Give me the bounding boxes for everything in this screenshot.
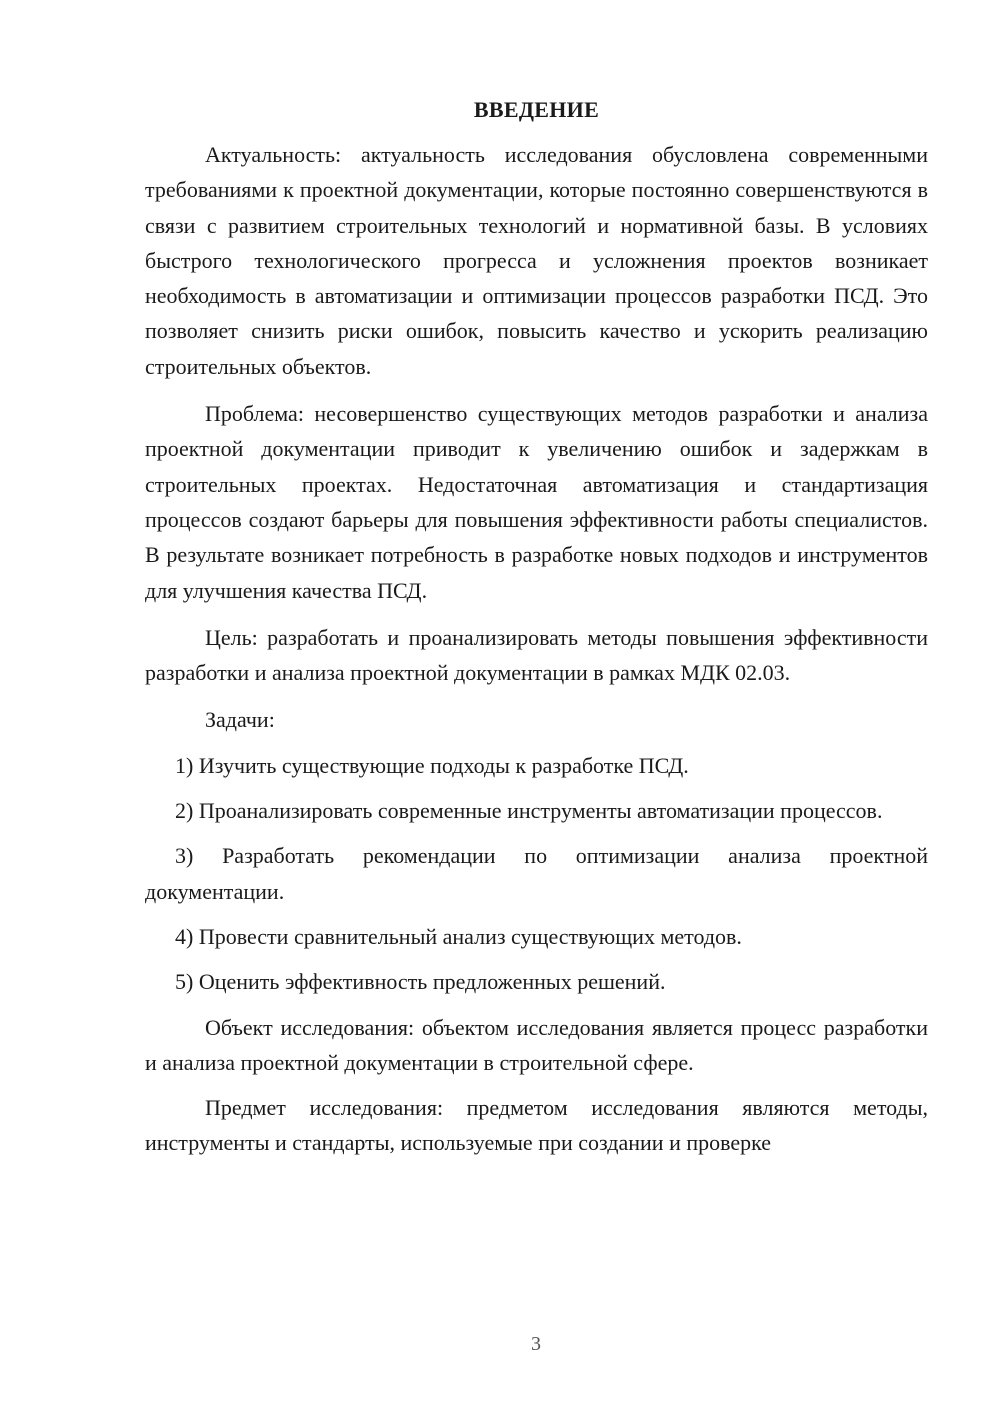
paragraph-goal: Цель: разработать и проанализировать методы повышения эффективности разработки и анализа проектной документации в рамках МДК 02.03.	[145, 624, 928, 686]
paragraph-tasks-label: Задачи:	[205, 707, 275, 733]
task-item: 3) Разработать рекомендации по оптимизации анализа проектной документации.	[145, 843, 928, 904]
section-heading: ВВЕДЕНИЕ	[473, 97, 600, 122]
task-item: 2) Проанализировать современные инструменты автоматизации процессов.	[175, 798, 883, 824]
document-page	[145, 92, 928, 1161]
task-item: 1) Изучить существующие подходы к разработке ПСД.	[175, 752, 689, 778]
paragraph-object: Объект исследования: объектом исследования является процесс разработки и анализа проектной документации в строительной сфере.	[145, 1014, 928, 1075]
task-item: 5) Оценить эффективность предложенных решений.	[175, 969, 666, 995]
paragraph-relevance: Актуальность: актуальность исследования обусловлена современными требованиями к проектной документации, которые постоянно совершенствуются в связи с развитием строительных технологий и нормативной базы. В условиях быстрого технологического прогресса и усложнения проектов возникает необходимость в автоматизации и оптимизации процессов разработки ПСД. Это позволяет снизить риски ошибок, повысить качество и ускорить реализацию строительных объектов.	[145, 142, 928, 379]
task-item: 4) Провести сравнительный анализ существующих методов.	[175, 923, 742, 949]
paragraph-problem: Проблема: несовершенство существующих методов разработки и анализа проектной документации приводит к увеличению ошибок и задержкам в строительных проектах. Недостаточная автоматизация и стандартизация процессов создают барьеры для повышения эффективности работы специалистов. В результате возникает потребность в разработке новых подходов и инструментов для улучшения качества ПСД.	[145, 401, 928, 603]
page-number: 3	[531, 1333, 541, 1355]
paragraph-subject: Предмет исследования: предметом исследования являются методы, инструменты и стандарты, используемые при создании и проверке	[145, 1095, 928, 1156]
